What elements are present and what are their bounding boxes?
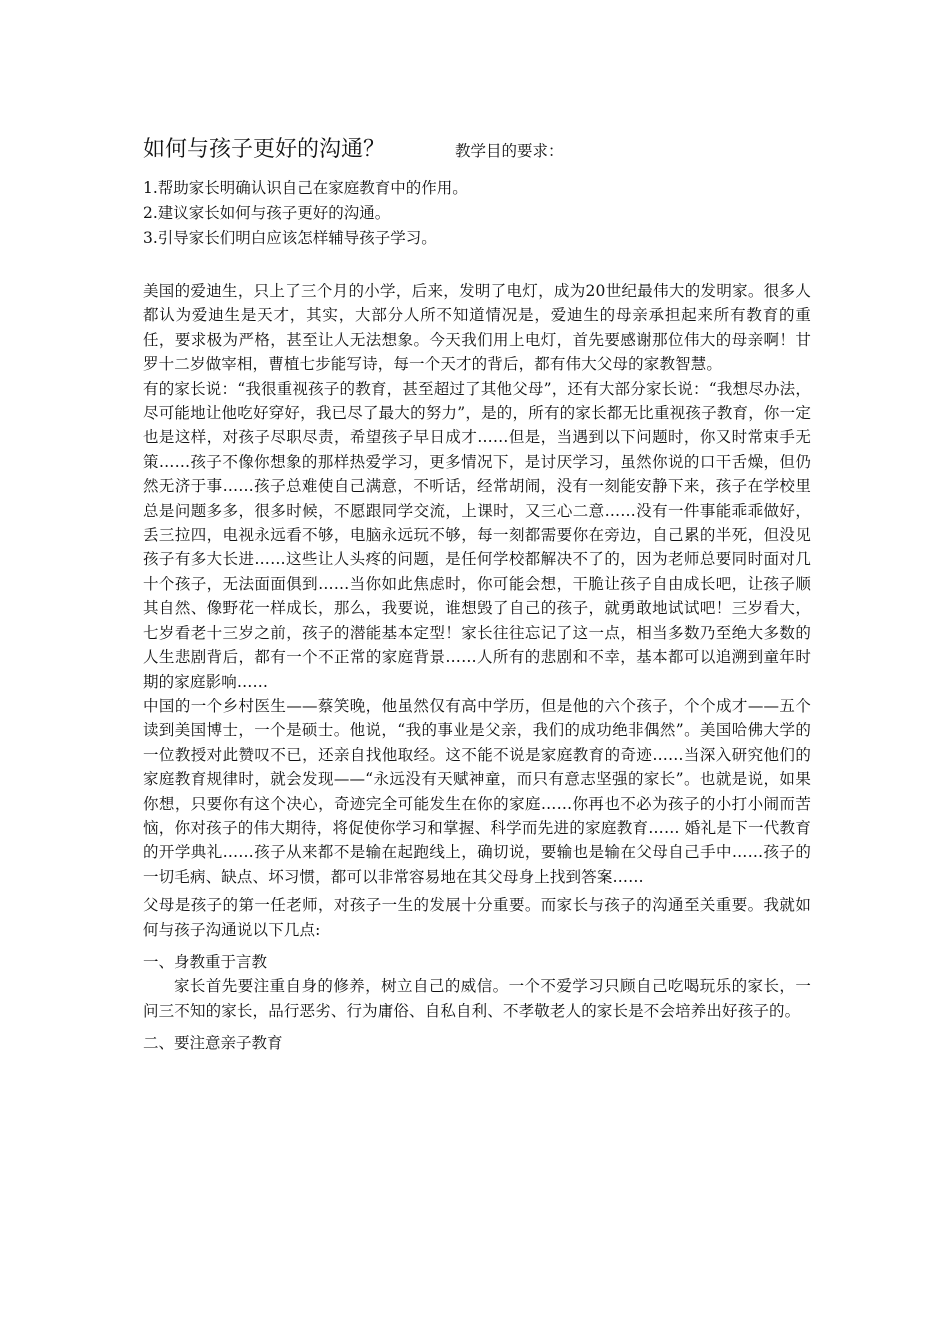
objective-item: 2.建议家长如何与孩子更好的沟通。 bbox=[143, 204, 391, 222]
objectives-list bbox=[143, 176, 811, 251]
paragraph-parents-say: 有的家长说：“我很重视孩子的教育，甚至超过了其他父母”，还有大部分家长说：“我想尽办法，尽可能地让他吃好穿好，我已尽了最大的努力”，是的，所有的家长都无比重视孩子教育，你一定也是这样，对孩子尽职尽责，希望孩子早日成才……但是，当遇到以下问题时，你又时常束手无策……孩子不像你想象的那样热爱学习，更多情况下，是讨厌学习，虽然你说的口干舌燥，但仍然无济于事……孩子总难使自己满意，不听话，经常胡闹，没有一刻能安静下来，孩子在学校里总是问题多多，很多时候，不愿跟同学交流，上课时，又三心二意……没有一件事能乖乖做好，丢三拉四，电视永远看不够，电脑永远玩不够，每一刻都需要你在旁边，自己累的半死，但没见孩子有多大长进……这些让人头疼的问题，是任何学校都解决不了的，因为老师总要同时面对几十个孩子，无法面面俱到……当你如此焦虑时，你可能会想，干脆让孩子自由成长吧，让孩子顺其自然、像野花一样成长，那么，我要说，谁想毁了自己的孩子，就勇敢地试试吧！三岁看大，七岁看老十三岁之前，孩子的潜能基本定型！家长往往忘记了这一点，相当多数乃至绝大多数的人生悲剧背后，都有一个不正常的家庭背景……人所有的悲剧和不幸，基本都可以追溯到童年时期的家庭影响…… bbox=[143, 379, 812, 691]
section-heading-2: 二、要注意亲子教育 bbox=[143, 1034, 283, 1053]
document-page bbox=[143, 130, 811, 1056]
objective-item: 1.帮助家长明确认识自己在家庭教育中的作用。 bbox=[143, 179, 468, 197]
paragraph-first-teacher: 父母是孩子的第一任老师，对孩子一生的发展十分重要。而家长与孩子的沟通至关重要。我就如何与孩子沟通说以下几点: bbox=[143, 896, 811, 939]
paragraph-village-doctor: 中国的一个乡村医生——蔡笑晚，他虽然仅有高中学历，但是他的六个孩子，个个成才——五个读到美国博士，一个是硕士。他说，“我的事业是父亲，我们的成功绝非偶然”。美国哈佛大学的一位教授对此赞叹不已，还亲自找他取经。这不能不说是家庭教育的奇迹……当深入研究他们的家庭教育规律时，就会发现——“永远没有天赋神童，而只有意志坚强的家长”。也就是说，如果你想，只要你有这个决心，奇迹完全可能发生在你的家庭……你再也不必为孩子的小打小闹而苦恼，你对孩子的伟大期待，将促使你学习和掌握、科学而先进的家庭教育…… 婚礼是下一代教育的开学典礼……孩子从来都不是输在起跑线上，确切说，要输也是输在父母自己手中……孩子的一切毛病、缺点、坏习惯，都可以非常容易地在其父母身上找到答案…… bbox=[143, 696, 811, 886]
title-row bbox=[143, 130, 811, 170]
document-title: 如何与孩子更好的沟通？ bbox=[143, 137, 386, 162]
section-text-1: 家长首先要注重自身的修养，树立自己的威信。一个不爱学习只顾自己吃喝玩乐的家长，一问三不知的家长，品行恶劣、行为庸俗、自私自利、不孝敬老人的家长是不会培养出好孩子的。 bbox=[143, 977, 811, 1020]
paragraph-edison: 美国的爱迪生，只上了三个月的小学，后来，发明了电灯，成为20世纪最伟大的发明家。很多人都认为爱迪生是天才，其实，大部分人所不知道情况是，爱迪生的母亲承担起来所有教育的重任，要求极为严格，甚至让人无法想象。今天我们用上电灯，首先要感谢那位伟大的母亲啊！甘罗十二岁做宰相，曹植七步能写诗，每一个天才的背后，都有伟大父母的家教智慧。 bbox=[143, 282, 811, 374]
section-heading-1: 一、身教重于言教 bbox=[143, 952, 268, 971]
objectives-label: 教学目的要求： bbox=[455, 142, 564, 160]
body-text bbox=[143, 279, 811, 1056]
objective-item: 3.引导家长们明白应该怎样辅导孩子学习。 bbox=[143, 229, 437, 247]
